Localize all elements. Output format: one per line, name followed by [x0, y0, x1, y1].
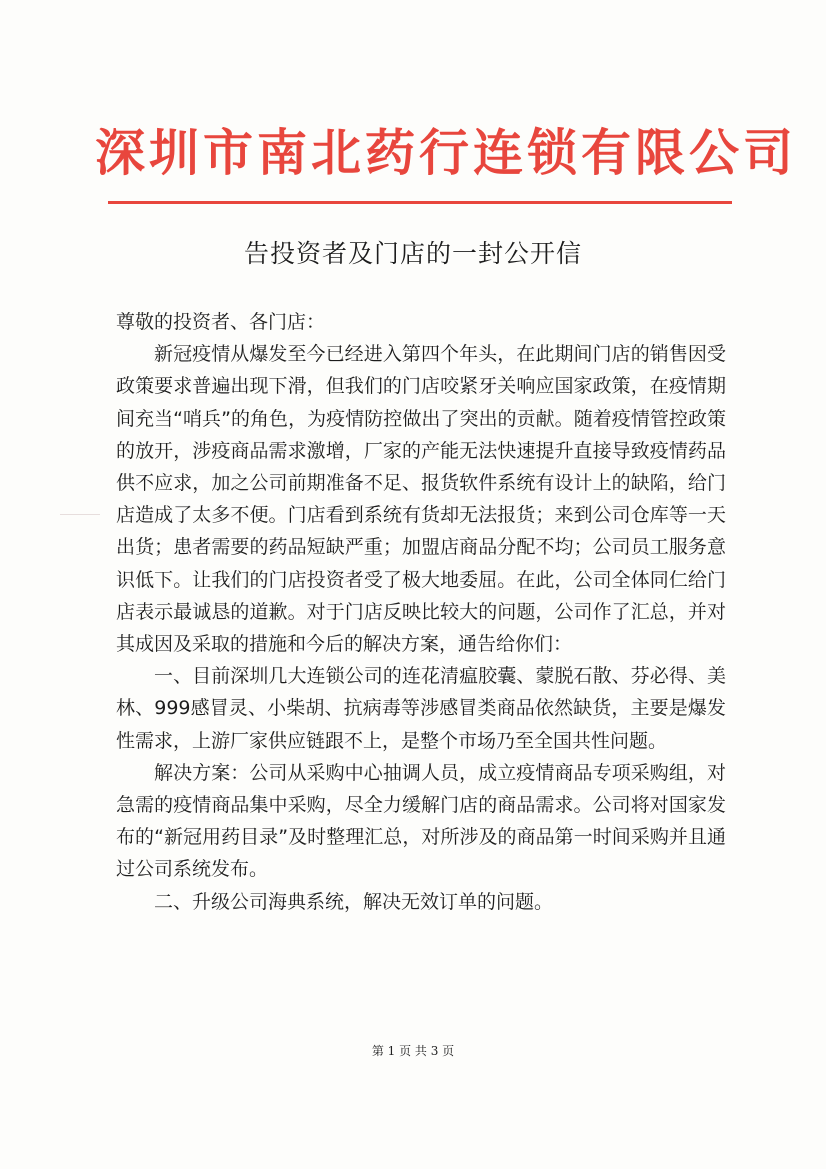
letter-body — [116, 306, 726, 918]
letter-title: 告投资者及门店的一封公开信 — [243, 239, 582, 268]
paragraph-item-one: 一、目前深圳几大连锁公司的连花清瘟胶囊、蒙脱石散、芬必得、美林、999感冒灵、小柴胡、抗病毒等涉感冒类商品依然缺货，主要是爆发性需求，上游厂家供应链跟不上，是整个市场乃至全国共性问题。 — [116, 665, 726, 752]
paragraph-intro: 新冠疫情从爆发至今已经进入第四个年头，在此期间门店的销售因受政策要求普遍出现下滑，但我们的门店咬紧牙关响应国家政策，在疫情期间充当“哨兵”的角色，为疫情防控做出了突出的贡献。随着疫情管控政策的放开，涉疫商品需求激增，厂家的产能无法快速提升直接导致疫情药品供不应求，加之公司前期准备不足、报货软件系统有设计上的缺陷，给门店造成了太多不便。门店看到系统有货却无法报货；来到公司仓库等一天出货；患者需要的药品短缺严重；加盟店商品分配不均；公司员工服务意识低下。让我们的门店投资者受了极大地委屈。在此，公司全体同仁给门店表示最诚恳的道歉。对于门店反映比较大的问题，公司作了汇总，并对其成因及采取的措施和今后的解决方案，通告给你们： — [116, 343, 726, 656]
page-number: 第 1 页 共 3 页 — [371, 1044, 455, 1058]
margin-mark — [60, 514, 100, 515]
header-divider — [108, 201, 732, 204]
paragraph-item-two: 二、升级公司海典系统，解决无效订单的问题。 — [154, 890, 554, 913]
paragraph-solution: 解决方案：公司从采购中心抽调人员，成立疫情商品专项采购组，对急需的疫情商品集中采购，尽全力缓解门店的商品需求。公司将对国家发布的“新冠用药目录”及时整理汇总，对所涉及的商品第一时间采购并且通过公司系统发布。 — [116, 761, 726, 881]
salutation: 尊敬的投资者、各门店： — [116, 311, 326, 333]
company-name: 深圳市南北药行连锁有限公司 — [95, 123, 797, 182]
